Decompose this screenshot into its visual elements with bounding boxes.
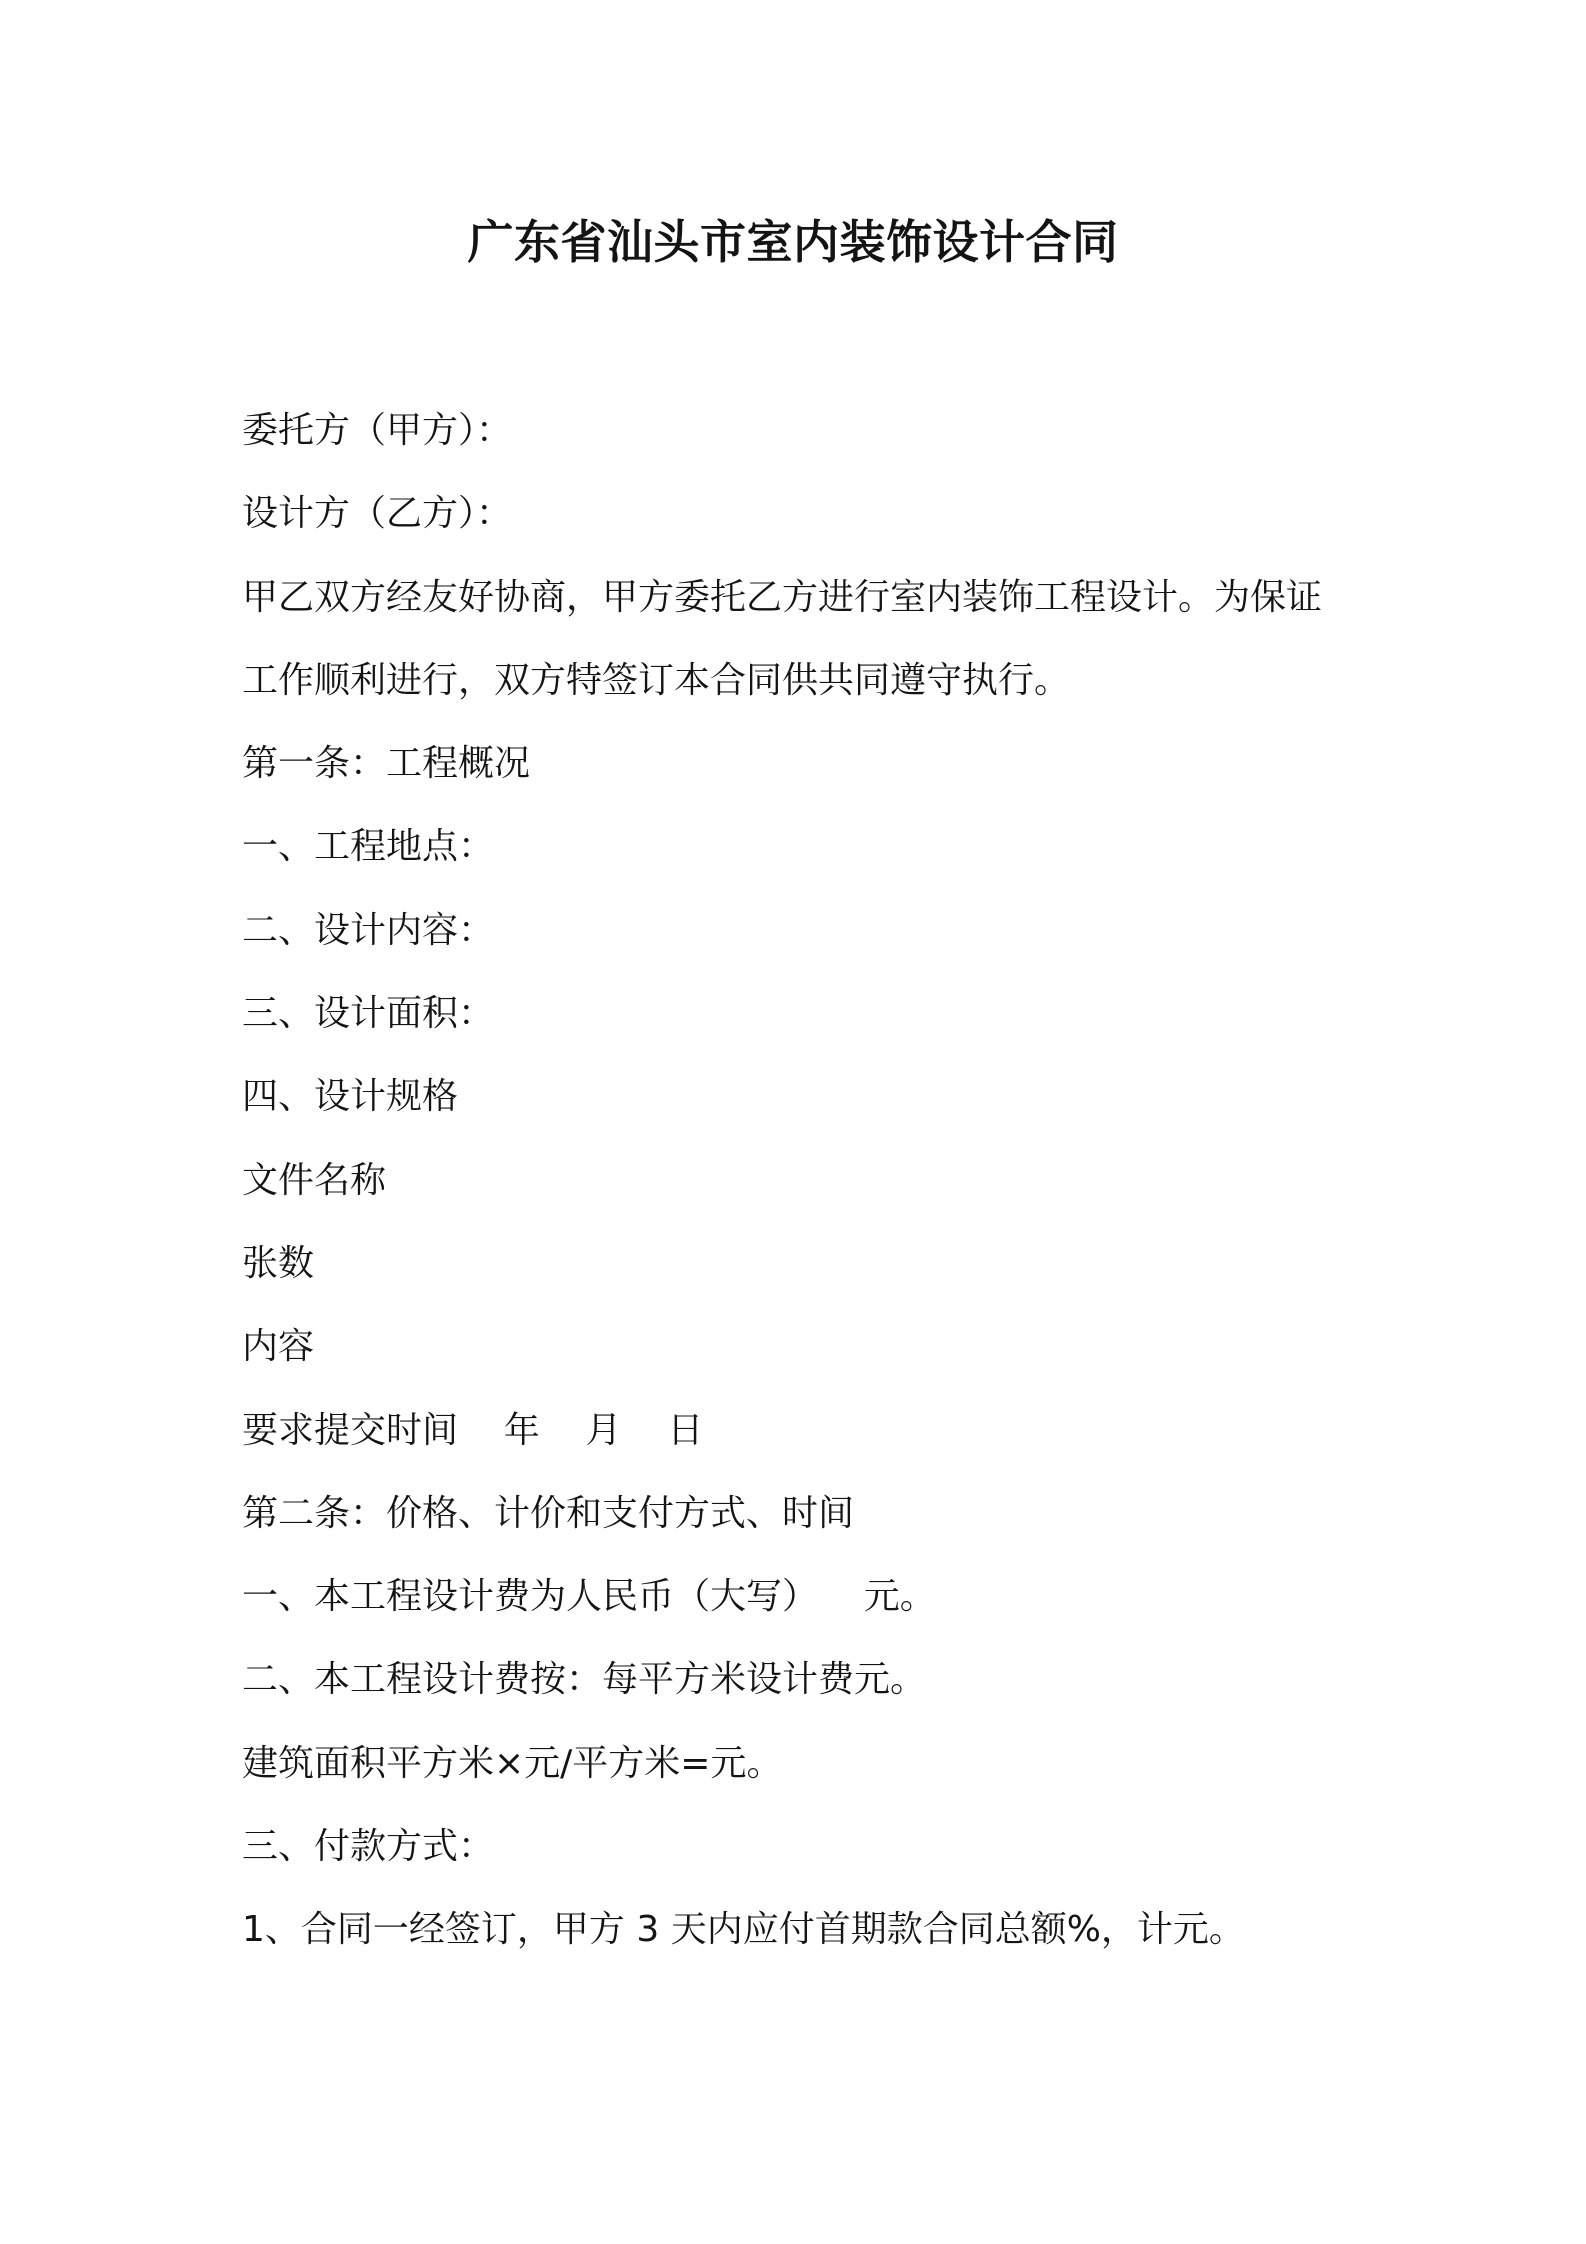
document-body <box>242 406 1362 1989</box>
content-line: 内容 <box>242 1326 315 1368</box>
design-spec-line: 四、设计规格 <box>242 1076 459 1118</box>
project-location-line: 一、工程地点： <box>242 826 495 868</box>
file-name-line: 文件名称 <box>242 1159 387 1201</box>
first-payment-line: 1、合同一经签订，甲方 3 天内应付首期款合同总额%，计元。 <box>242 1909 1245 1951</box>
design-area-line: 三、设计面积： <box>242 993 495 1035</box>
designer-party-line: 设计方（乙方）： <box>242 493 513 535</box>
article-2-heading: 第二条：价格、计价和支付方式、时间 <box>242 1492 855 1534</box>
sheet-count-line: 张数 <box>242 1242 315 1284</box>
client-party-line: 委托方（甲方）： <box>242 410 513 451</box>
intro-paragraph-line-1: 甲乙双方经友好协商，甲方委托乙方进行室内装饰工程设计。为保证 <box>242 576 1323 618</box>
article-1-heading: 第一条：工程概况 <box>242 743 531 785</box>
building-area-formula-line: 建筑面积平方米×元/平方米=元。 <box>242 1742 783 1784</box>
document-title: 广东省汕头市室内装饰设计合同 <box>467 215 1119 269</box>
payment-method-line: 三、付款方式： <box>242 1826 495 1868</box>
submission-date-line: 要求提交时间 年 月 日 <box>242 1409 704 1451</box>
design-content-line: 二、设计内容： <box>242 909 495 951</box>
design-fee-total-line: 一、本工程设计费为人民币（大写） 元。 <box>242 1576 936 1618</box>
intro-paragraph-line-2: 工作顺利进行，双方特签订本合同供共同遵守执行。 <box>242 659 1071 701</box>
design-fee-rate-line: 二、本工程设计费按：每平方米设计费元。 <box>242 1659 927 1701</box>
